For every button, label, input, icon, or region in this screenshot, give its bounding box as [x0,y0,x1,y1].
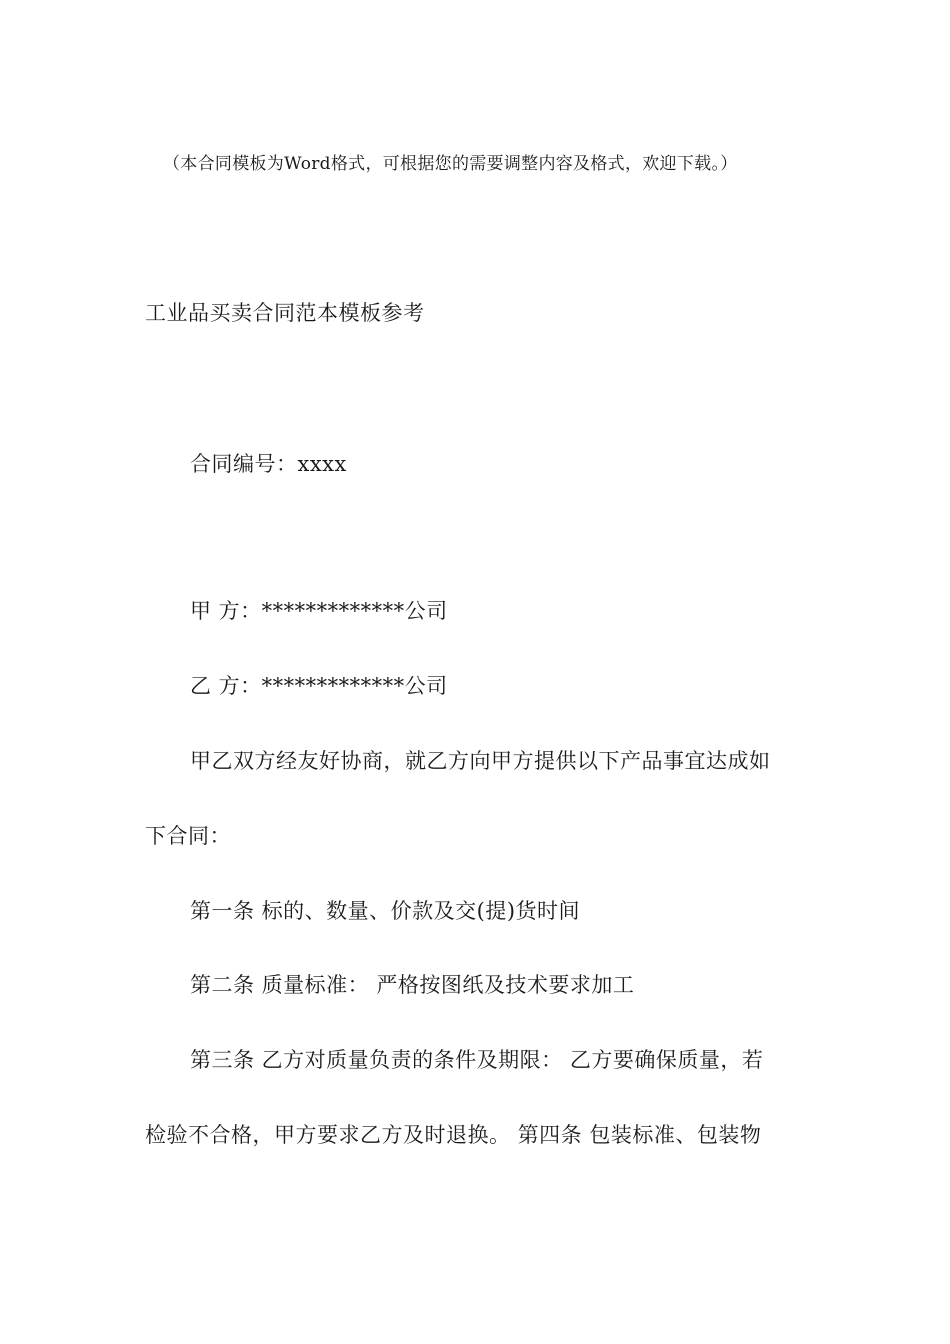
article-1: 第一条 标的、数量、价款及交(提)货时间 [190,899,581,923]
intro-paragraph-line-1: 甲乙双方经友好协商，就乙方向甲方提供以下产品事宜达成如 [190,749,771,773]
document-title: 工业品买卖合同范本模板参考 [145,301,425,325]
party-b: 乙 方：*************公司 [190,674,448,698]
intro-paragraph-line-2: 下合同： [145,824,231,848]
article-2: 第二条 质量标准： 严格按图纸及技术要求加工 [190,973,635,997]
article-3-line-2: 检验不合格，甲方要求乙方及时退换。 第四条 包装标准、包装物 [145,1123,762,1147]
party-a: 甲 方：*************公司 [190,599,448,623]
article-3-line-1: 第三条 乙方对质量负责的条件及期限： 乙方要确保质量，若 [190,1048,764,1072]
contract-number: 合同编号：xxxx [190,452,347,476]
template-note: （本合同模板为Word格式，可根据您的需要调整内容及格式，欢迎下载。） [163,154,738,174]
